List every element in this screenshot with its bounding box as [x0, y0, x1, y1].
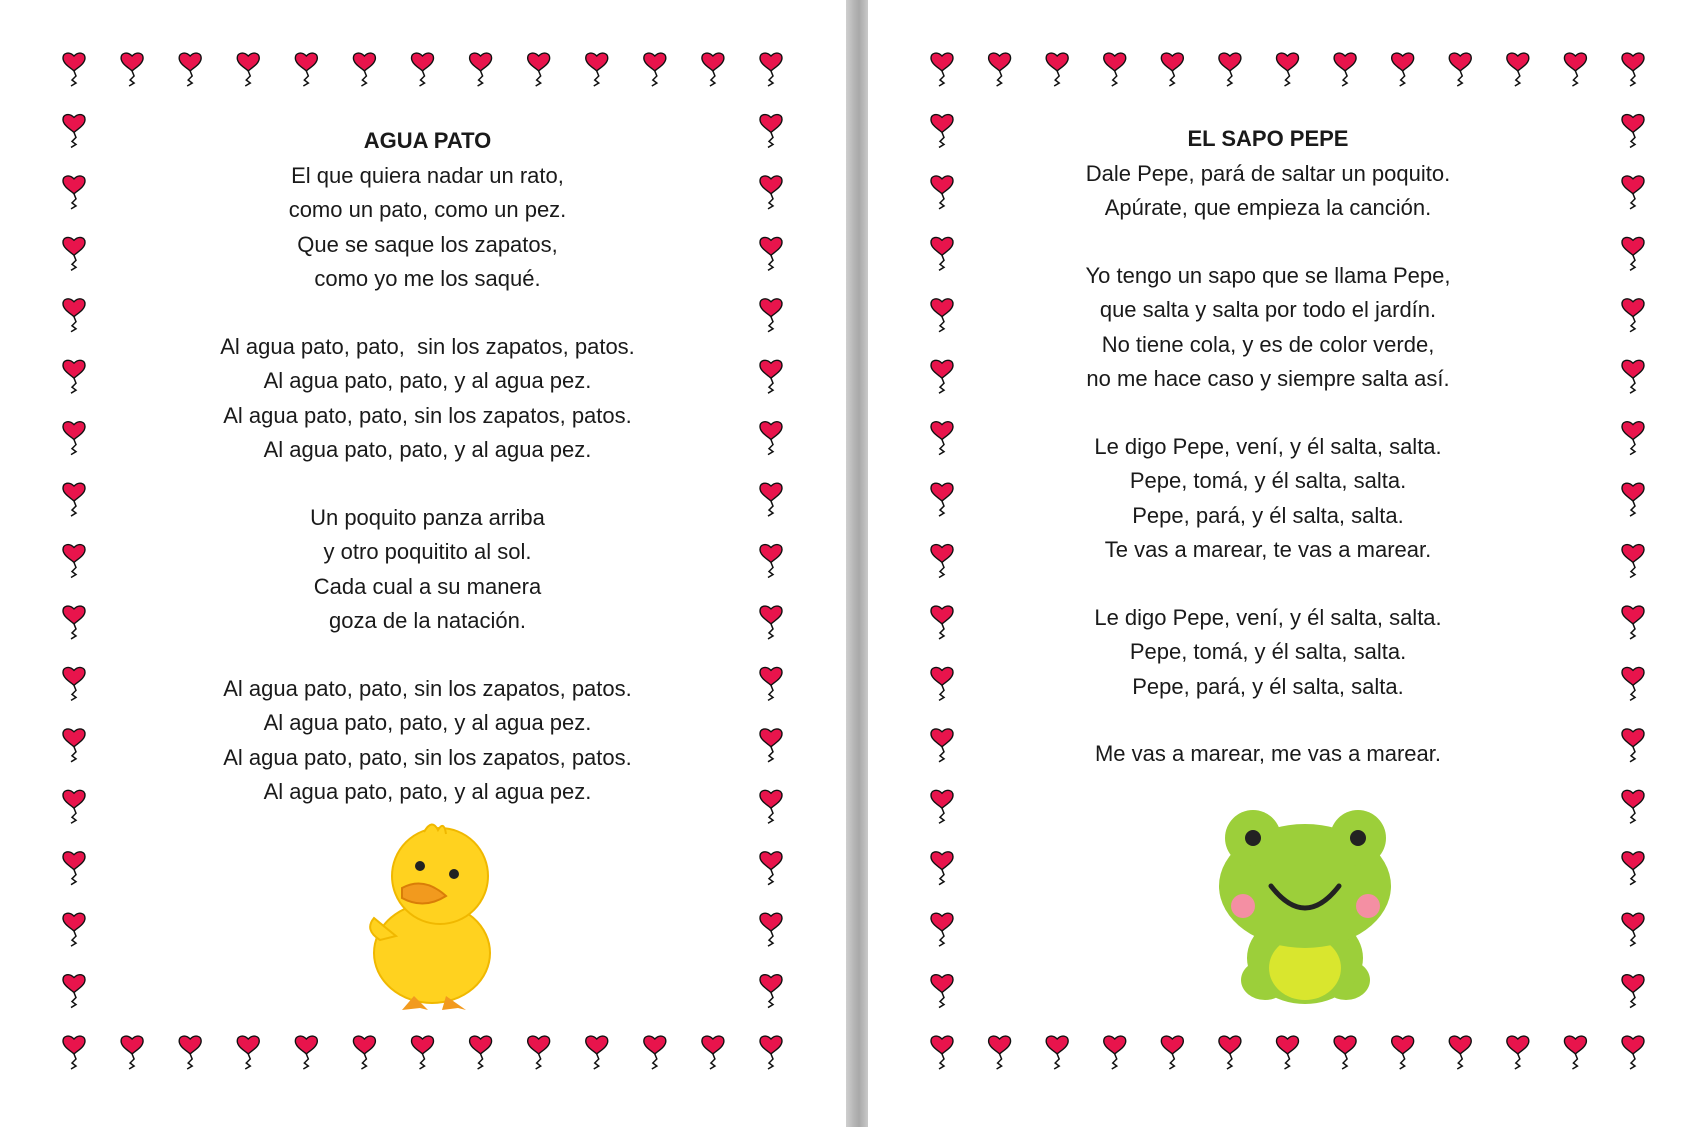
heart-balloon-icon [353, 1036, 375, 1069]
heart-balloon-icon [1161, 53, 1183, 86]
heart-balloon-icon [1161, 1036, 1183, 1069]
heart-balloon-icon [63, 422, 85, 455]
heart-balloon-icon [1622, 667, 1644, 700]
heart-balloon-icon [644, 53, 666, 86]
heart-balloon-icon [63, 606, 85, 639]
poem-line: Al agua pato, pato, y al agua pez. [263, 368, 592, 393]
heart-balloon-icon [931, 299, 953, 332]
poem-line: no me hace caso y siempre salta así. [1086, 366, 1450, 391]
poem-line: Apúrate, que empieza la canción. [1104, 195, 1432, 220]
heart-balloon-icon [931, 729, 953, 762]
poem-title: EL SAPO PEPE [1187, 126, 1349, 151]
heart-balloon-icon [63, 360, 85, 393]
stanza [140, 159, 715, 297]
poem-line: Pepe, pará, y él salta, salta. [1132, 673, 1404, 699]
heart-balloon-icon [931, 176, 953, 209]
poem-line: Al agua pato, pato, sin los zapatos, patos. [223, 675, 632, 701]
duck-illustration [362, 818, 502, 1013]
heart-balloon-icon [412, 1036, 434, 1069]
heart-balloon-icon [1622, 852, 1644, 885]
heart-balloon-icon [1392, 1036, 1414, 1069]
poem-line: Me vas a marear, me vas a marear. [1094, 741, 1442, 766]
heart-balloon-icon [295, 1036, 317, 1069]
right-page [868, 0, 1701, 1127]
stanza [140, 330, 715, 468]
heart-balloon-icon [63, 790, 85, 823]
heart-balloon-icon [644, 1036, 666, 1069]
heart-balloon-icon [1622, 606, 1644, 639]
heart-balloon-icon [1046, 1036, 1068, 1069]
heart-balloon-icon [1622, 237, 1644, 270]
heart-balloon-icon [760, 667, 782, 700]
heart-balloon-icon [179, 1036, 201, 1069]
heart-balloon-icon [121, 53, 143, 86]
heart-balloon-icon [931, 53, 953, 86]
heart-balloon-icon [470, 1036, 492, 1069]
heart-balloon-icon [528, 53, 550, 86]
heart-balloon-icon [1564, 53, 1586, 86]
page-divider [846, 0, 868, 1127]
heart-balloon-icon [1622, 299, 1644, 332]
heart-balloon-icon [931, 115, 953, 148]
heart-balloon-icon [760, 545, 782, 578]
heart-balloon-icon [989, 53, 1011, 86]
heart-balloon-icon [1219, 53, 1241, 86]
heart-balloon-icon [760, 237, 782, 270]
heart-balloon-icon [353, 53, 375, 86]
left-page [0, 0, 846, 1127]
heart-balloon-icon [1277, 1036, 1299, 1069]
heart-balloon-icon [63, 115, 85, 148]
heart-balloon-icon [1449, 53, 1471, 86]
heart-balloon-icon [63, 53, 85, 86]
heart-balloon-icon [1622, 422, 1644, 455]
poem-line: Le digo Pepe, vení, y él salta, salta. [1094, 604, 1442, 630]
poem-line: Que se saque los zapatos, [297, 231, 558, 257]
heart-balloon-icon [1622, 729, 1644, 762]
heart-balloon-icon [412, 53, 434, 86]
heart-balloon-icon [237, 53, 259, 86]
heart-balloon-icon [760, 975, 782, 1008]
heart-balloon-icon [63, 667, 85, 700]
heart-balloon-icon [1392, 53, 1414, 86]
heart-balloon-icon [63, 237, 85, 270]
heart-balloon-icon [63, 483, 85, 516]
heart-balloon-icon [1507, 1036, 1529, 1069]
heart-balloon-icon [1564, 1036, 1586, 1069]
heart-balloon-icon [931, 483, 953, 516]
poem-line: Yo tengo un sapo que se llama Pepe, [1085, 262, 1451, 288]
heart-balloon-icon [1277, 53, 1299, 86]
heart-balloon-icon [931, 237, 953, 270]
heart-balloon-icon [1104, 1036, 1126, 1069]
heart-balloon-icon [760, 176, 782, 209]
heart-balloon-icon [237, 1036, 259, 1069]
heart-balloon-icon [179, 53, 201, 86]
poem-line: Pepe, tomá, y él salta, salta. [1129, 468, 1407, 493]
heart-balloon-icon [760, 115, 782, 148]
heart-balloon-icon [931, 790, 953, 823]
poem-line: y otro poquitito al sol. [323, 539, 532, 564]
heart-balloon-icon [1622, 360, 1644, 393]
poem-line: Le digo Pepe, vení, y él salta, salta. [1094, 433, 1442, 459]
poem-line: Pepe, tomá, y él salta, salta. [1129, 639, 1407, 664]
poem-line: Pepe, pará, y él salta, salta. [1132, 502, 1404, 528]
stanza [988, 259, 1548, 397]
heart-balloon-icon [989, 1036, 1011, 1069]
heart-balloon-icon [1622, 1036, 1644, 1069]
heart-balloon-icon [1622, 53, 1644, 86]
heart-balloon-icon [760, 606, 782, 639]
heart-balloon-icon [1104, 53, 1126, 86]
heart-balloon-icon [931, 545, 953, 578]
heart-balloon-icon [1334, 1036, 1356, 1069]
heart-balloon-icon [1622, 115, 1644, 148]
heart-balloon-icon [470, 53, 492, 86]
poem-line: Al agua pato, pato, sin los zapatos, patos. [223, 402, 632, 428]
heart-balloon-icon [63, 913, 85, 946]
stanza [988, 430, 1548, 568]
heart-balloon-icon [760, 360, 782, 393]
heart-balloon-icon [1507, 53, 1529, 86]
heart-balloon-icon [760, 422, 782, 455]
poem-line: Cada cual a su manera [313, 573, 542, 599]
heart-balloon-icon [760, 729, 782, 762]
poem-line: Un poquito panza arriba [310, 504, 545, 530]
heart-balloon-icon [1622, 176, 1644, 209]
heart-balloon-icon [1622, 483, 1644, 516]
heart-balloon-icon [1334, 53, 1356, 86]
poem-line: Te vas a marear, te vas a marear. [1104, 537, 1432, 562]
heart-balloon-icon [931, 975, 953, 1008]
heart-balloon-icon [760, 53, 782, 86]
poem-el-sapo-pepe [988, 122, 1548, 772]
stanza [988, 157, 1548, 226]
heart-balloon-icon [1622, 790, 1644, 823]
heart-balloon-icon [760, 790, 782, 823]
heart-balloon-icon [702, 53, 724, 86]
heart-balloon-icon [931, 1036, 953, 1069]
poem-line: Al agua pato, pato, sin los zapatos, patos. [223, 744, 632, 770]
stanza [140, 672, 715, 810]
heart-balloon-icon [931, 667, 953, 700]
heart-balloon-icon [1046, 53, 1068, 86]
heart-balloon-icon [63, 852, 85, 885]
heart-balloon-icon [760, 483, 782, 516]
stanza [988, 601, 1548, 705]
poem-line: Al agua pato, pato, y al agua pez. [263, 710, 592, 735]
heart-balloon-icon [931, 606, 953, 639]
heart-balloon-icon [63, 729, 85, 762]
poem-line: como un pato, como un pez. [288, 197, 567, 222]
heart-balloon-icon [586, 1036, 608, 1069]
heart-balloon-icon [63, 545, 85, 578]
poem-line: Al agua pato, pato, sin los zapatos, patos. [220, 333, 635, 359]
poem-line: como yo me los saqué. [314, 266, 541, 291]
heart-balloon-icon [295, 53, 317, 86]
heart-balloon-icon [931, 360, 953, 393]
poem-line: El que quiera nadar un rato, [291, 162, 564, 188]
heart-balloon-icon [1449, 1036, 1471, 1069]
heart-balloon-icon [931, 913, 953, 946]
poem-line: No tiene cola, y es de color verde, [1101, 331, 1435, 357]
poem-title: AGUA PATO [363, 128, 492, 153]
heart-balloon-icon [760, 299, 782, 332]
poem-line: Al agua pato, pato, y al agua pez. [263, 779, 592, 804]
heart-balloon-icon [121, 1036, 143, 1069]
heart-balloon-icon [63, 299, 85, 332]
poem-line: Dale Pepe, pará de saltar un poquito. [1085, 160, 1451, 186]
heart-balloon-icon [760, 852, 782, 885]
heart-balloon-icon [931, 852, 953, 885]
heart-balloon-icon [760, 1036, 782, 1069]
poem-line: Al agua pato, pato, y al agua pez. [263, 437, 592, 462]
stanza [988, 737, 1548, 772]
poem-line: que salta y salta por todo el jardín. [1099, 297, 1437, 322]
heart-balloon-icon [702, 1036, 724, 1069]
heart-balloon-icon [528, 1036, 550, 1069]
heart-balloon-icon [63, 176, 85, 209]
heart-balloon-icon [931, 422, 953, 455]
poem-agua-pato [140, 124, 715, 810]
heart-balloon-icon [1622, 975, 1644, 1008]
poem-line: goza de la natación. [329, 608, 526, 633]
heart-balloon-icon [63, 975, 85, 1008]
heart-balloon-icon [1622, 545, 1644, 578]
stanza [140, 501, 715, 639]
frog-illustration [1213, 808, 1398, 1008]
heart-balloon-icon [1219, 1036, 1241, 1069]
heart-balloon-icon [586, 53, 608, 86]
heart-balloon-icon [760, 913, 782, 946]
heart-balloon-icon [63, 1036, 85, 1069]
heart-balloon-icon [1622, 913, 1644, 946]
